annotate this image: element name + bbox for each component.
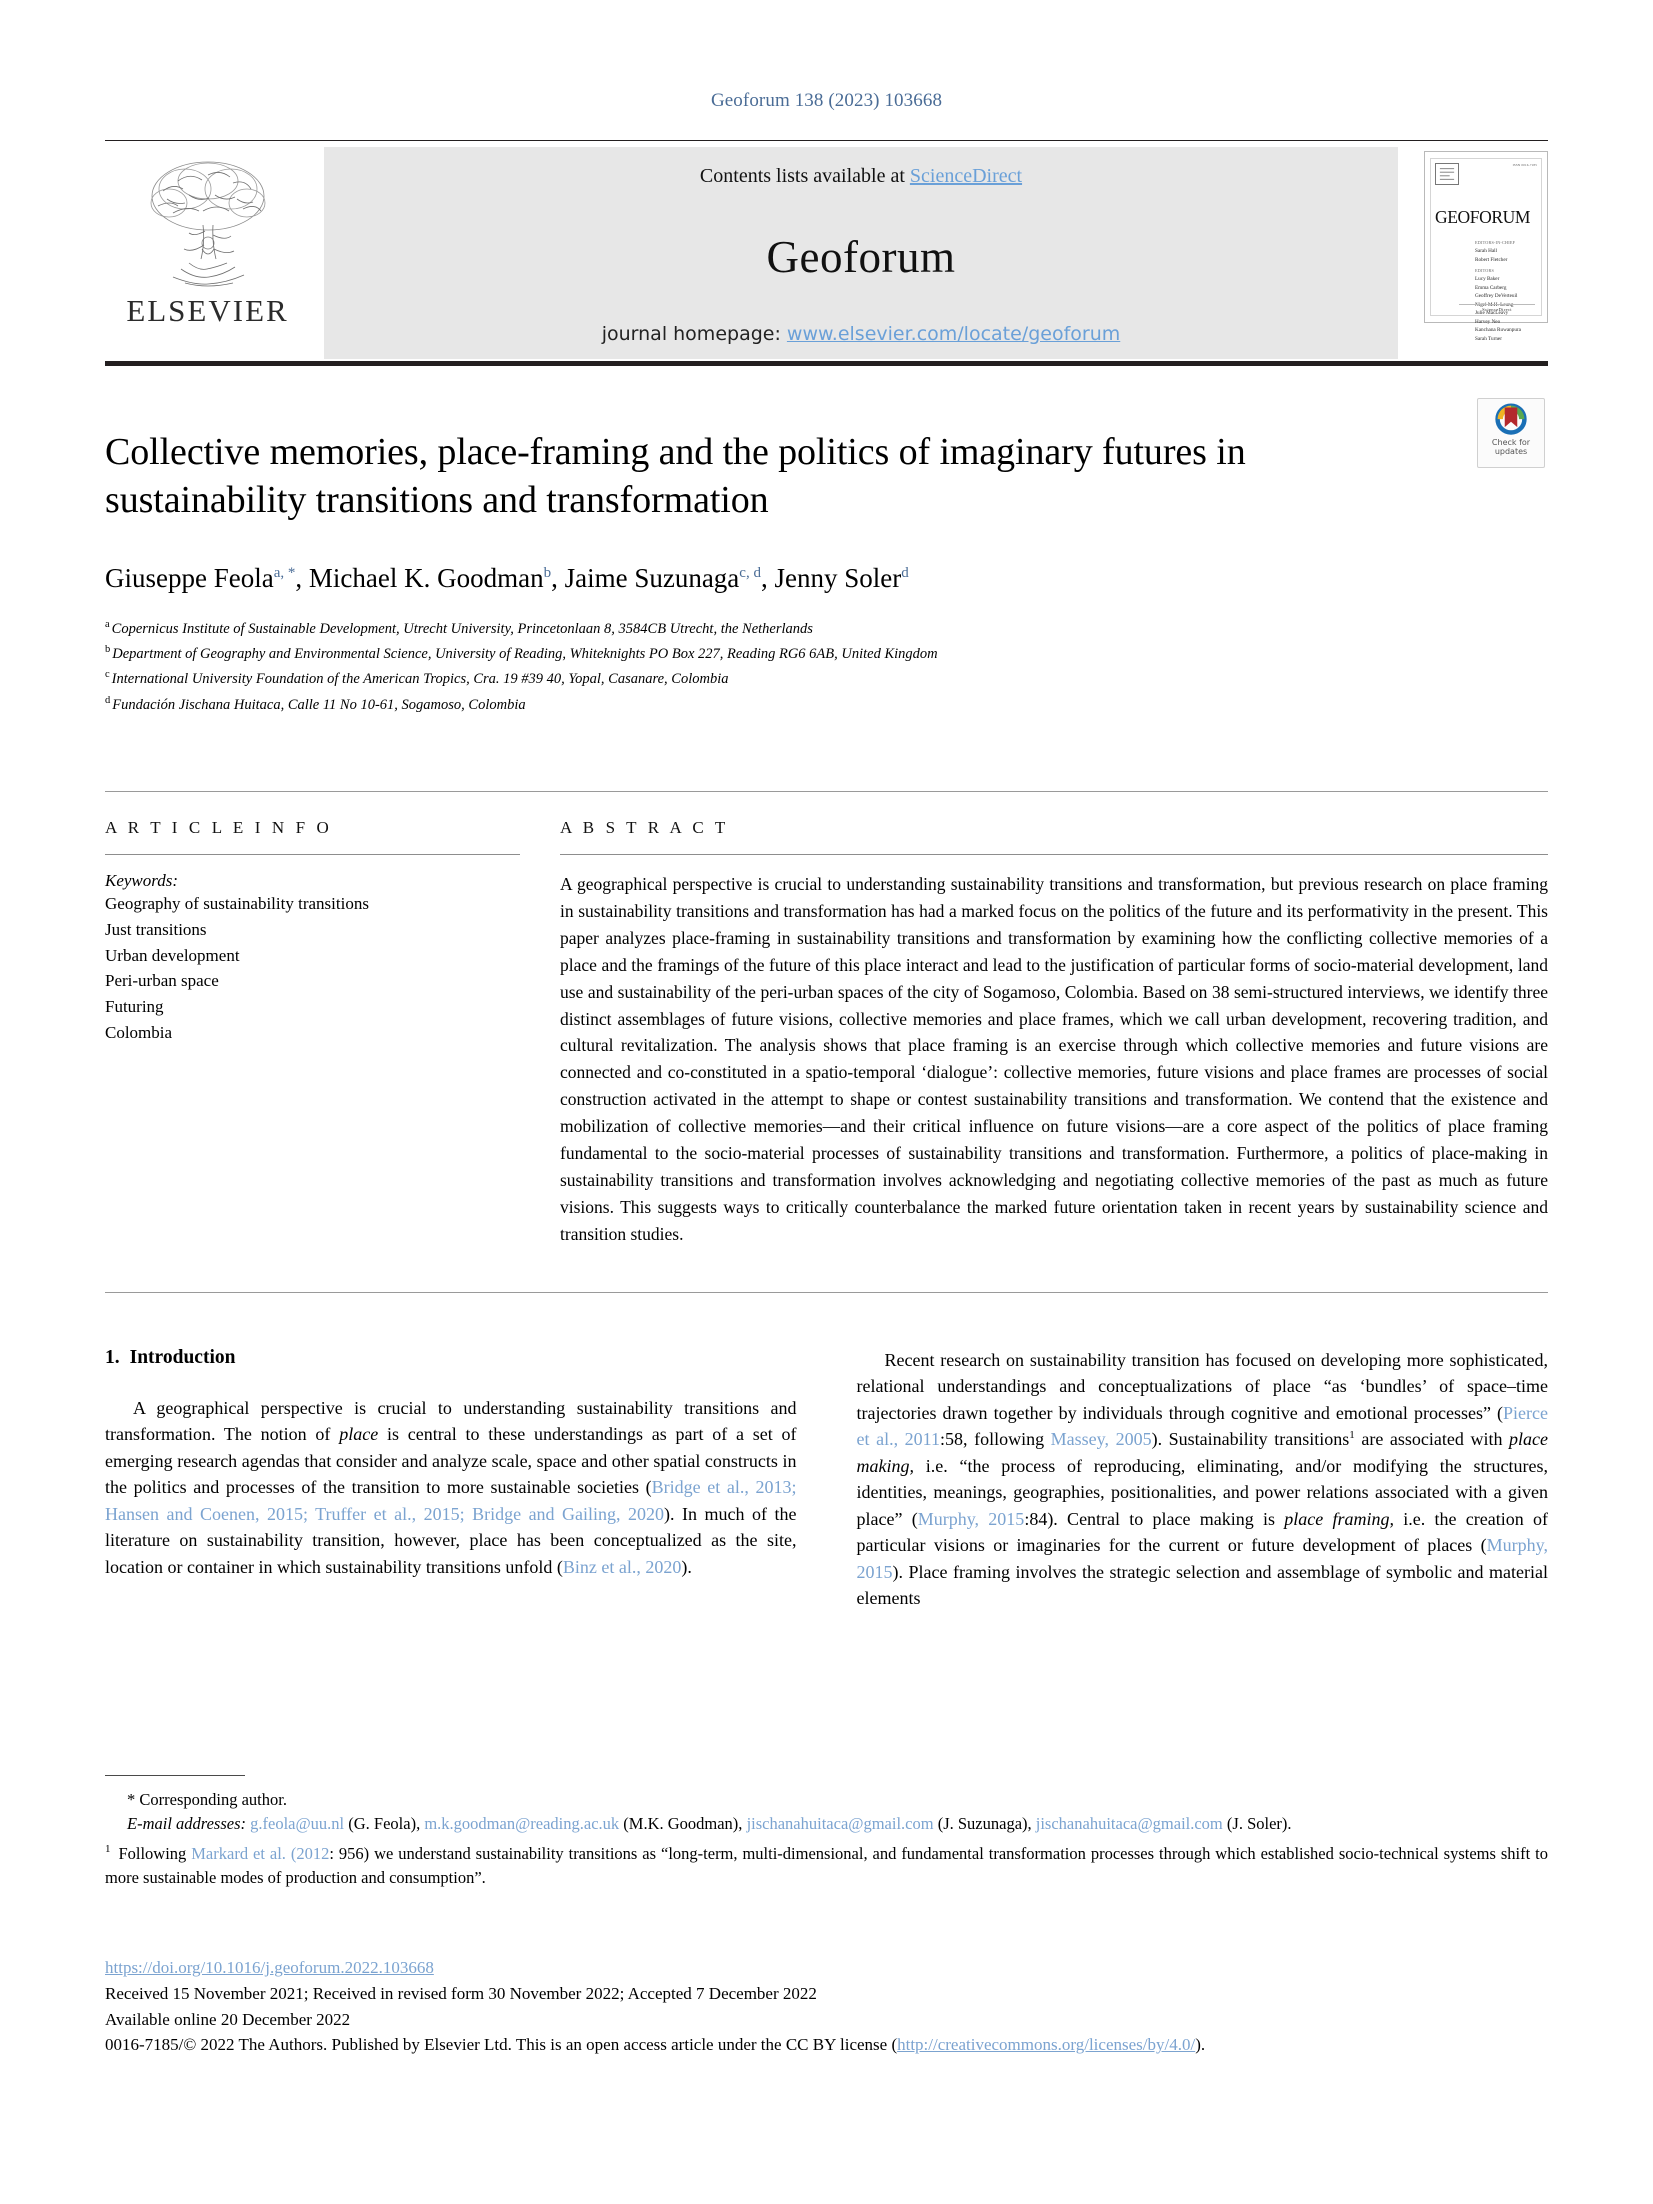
- cover-editor-7: Kanchana Ruwanpura: [1475, 327, 1521, 334]
- citation-link[interactable]: Massey, 2005: [1050, 1429, 1152, 1450]
- author-1-marks: a, *: [273, 564, 296, 581]
- email-addresses-note: [105, 1812, 1548, 1836]
- citation-link[interactable]: Murphy, 2015: [917, 1508, 1025, 1529]
- keywords-label: Keywords:: [105, 870, 179, 890]
- footnote-1-part1: Following: [113, 1843, 192, 1863]
- running-head: Geoforum 138 (2023) 103668: [710, 90, 943, 111]
- crossmark-icon: [1492, 403, 1530, 437]
- section-title: Introduction: [129, 1346, 236, 1368]
- colophon-block: [105, 1955, 1548, 2058]
- affiliation-a-mark: a: [105, 618, 110, 630]
- intro-r-part6: :84). Central to place making is: [1024, 1508, 1285, 1529]
- copyright-suffix: ).: [1195, 2035, 1206, 2055]
- affiliation-a-text: Copernicus Institute of Sustainable Development, Utrecht University, Princetonlaan 8, 3584CB Utrecht, the Netherlands: [111, 620, 813, 637]
- cc-license-link[interactable]: http://creativecommons.org/licenses/by/4.0/: [897, 2035, 1196, 2055]
- section-heading-introduction: [105, 1347, 797, 1369]
- email-link[interactable]: g.feola@uu.nl: [250, 1813, 345, 1833]
- elsevier-tree-icon: [133, 151, 283, 291]
- affiliation-c-text: International University Foundation of the American Tropics, Cra. 19 #39 40, Yopal, Casanare, Colombia: [111, 671, 729, 688]
- author-4-name: Jenny Soler: [774, 562, 902, 593]
- info-abstract-section: [105, 791, 1548, 1248]
- intro-l-part4: ).: [681, 1556, 692, 1577]
- contents-lists-line: [700, 165, 1022, 188]
- email-owner: (J. Soler).: [1222, 1813, 1292, 1833]
- corresponding-author-note: [105, 1788, 1548, 1812]
- keyword-item: Peri-urban space: [105, 971, 219, 991]
- affiliation-list: [105, 616, 1548, 717]
- keyword-item: Geography of sustainability transitions: [105, 893, 369, 913]
- email-link[interactable]: jischanahuitaca@gmail.com: [746, 1813, 934, 1833]
- intro-l-part1: A geographical perspective is crucial to understanding sustainability transitions and transformation. The notion of: [105, 1397, 797, 1445]
- author-1-name: Giuseppe Feola: [105, 562, 274, 593]
- intro-r-italic1: place making,: [856, 1429, 1549, 1476]
- cover-footer: [1459, 304, 1535, 312]
- journal-homepage-line: [602, 323, 1121, 345]
- cover-editor-6: Harvey Neo: [1475, 318, 1501, 325]
- cover-footer-text: ScienceDirect: [1482, 307, 1512, 312]
- author-2-marks: b: [543, 564, 552, 581]
- affiliation-d-text: Fundación Jischana Huitaca, Calle 11 No 10-61, Sogamoso, Colombia: [112, 696, 526, 713]
- cover-eic-label: EDITORS-IN-CHIEF: [1475, 240, 1516, 245]
- author-4-marks: d: [901, 564, 909, 581]
- body-column-right: [857, 1347, 1549, 1624]
- citation-link[interactable]: Bridge et al., 2013; Hansen and Coenen, 2015; Truffer et al., 2015; Bridge and Gailing, 2020: [105, 1477, 797, 1524]
- cover-editor-2: Emma Carberg: [1475, 284, 1507, 291]
- citation-link[interactable]: Binz et al., 2020: [562, 1556, 682, 1577]
- keyword-item: Urban development: [105, 945, 240, 965]
- keywords-list: [105, 891, 520, 1046]
- affiliation-c: [105, 666, 1548, 691]
- author-2-name: Michael K. Goodman: [308, 562, 544, 593]
- copyright-line: [105, 2032, 1548, 2058]
- abstract-heading: A B S T R A C T: [560, 817, 729, 837]
- cover-eic-2: Robert Fletcher: [1475, 256, 1508, 263]
- homepage-prefix: journal homepage:: [601, 323, 787, 345]
- cover-editor-3: Geoffrey DeVerteuil: [1475, 293, 1518, 300]
- affiliation-c-mark: c: [105, 669, 110, 681]
- intro-r-part4: are associated with: [1354, 1429, 1510, 1450]
- footnote-separator-rule: [105, 1775, 245, 1776]
- email-owner: (J. Suzunaga),: [933, 1813, 1036, 1833]
- intro-paragraph-right: [857, 1347, 1549, 1612]
- citation-link[interactable]: Murphy, 2015: [856, 1535, 1548, 1582]
- cover-footer-rule: [1459, 304, 1535, 305]
- corresponding-author-text: * Corresponding author.: [127, 1790, 287, 1809]
- available-online-line: Available online 20 December 2022: [105, 2009, 351, 2029]
- cover-elsevier-icon: [1435, 163, 1459, 185]
- article-info-rule: [105, 854, 520, 855]
- masthead-banner: [324, 147, 1398, 359]
- cover-eic-1: Sarah Hall: [1475, 247, 1498, 254]
- contents-prefix: Contents lists available at: [699, 165, 910, 187]
- received-line: Received 15 November 2021; Received in revised form 30 November 2022; Accepted 7 December 2022: [105, 1983, 817, 2003]
- journal-cover-inner: [1430, 158, 1542, 343]
- intro-r-italic2: place framing,: [1284, 1508, 1395, 1529]
- email-owner: (M.K. Goodman),: [619, 1813, 747, 1833]
- keyword-item: Just transitions: [105, 919, 207, 939]
- keyword-item: Colombia: [105, 1022, 173, 1042]
- affiliation-d: [105, 692, 1548, 717]
- article-info-heading: A R T I C L E I N F O: [105, 817, 333, 837]
- abstract-rule: [560, 854, 1548, 855]
- intro-l-italic1: place: [339, 1424, 379, 1445]
- doi-line: [105, 1955, 1548, 1981]
- doi-link[interactable]: https://doi.org/10.1016/j.geoforum.2022.103668: [105, 1958, 434, 1977]
- crossmark-badge[interactable]: [1477, 398, 1545, 468]
- keyword-item: Futuring: [105, 997, 164, 1017]
- masthead-top-rule: [105, 140, 1548, 141]
- journal-cover-thumbnail: [1424, 151, 1548, 343]
- footnote-1: [105, 1842, 1548, 1890]
- crossmark-line2: updates: [1494, 447, 1528, 457]
- abstract-bottom-rule: [105, 1292, 1548, 1293]
- intro-r-part3: ). Sustainability transitions: [1151, 1429, 1350, 1450]
- body-columns: [105, 1347, 1548, 1624]
- cover-header-row: [1435, 163, 1537, 185]
- footnote-1-mark: 1: [105, 1843, 111, 1856]
- journal-title: Geoforum: [766, 232, 956, 282]
- author-3-marks: c, d: [739, 564, 761, 581]
- footnote-marker[interactable]: 1: [1349, 1429, 1355, 1442]
- intro-r-part7: i.e. the creation of particular visions or imaginaries for the current or future development of places (: [856, 1508, 1548, 1556]
- cover-editor-8: Sarah Turner: [1475, 336, 1502, 343]
- email-owner: (G. Feola),: [344, 1813, 425, 1833]
- cover-editor-5: Julie MacLeavy: [1475, 310, 1509, 317]
- citation-link[interactable]: Markard et al. (2012: [191, 1843, 330, 1863]
- article-info-column: [105, 818, 560, 1248]
- masthead-bottom-rule: [105, 361, 1548, 366]
- affiliation-b-text: Department of Geography and Environmental Science, University of Reading, Whiteknights PO Box 227, Reading RG6 6AB, United Kingdom: [112, 645, 938, 662]
- email-link[interactable]: m.k.goodman@reading.ac.uk: [424, 1813, 620, 1833]
- author-3-name: Jaime Suzunaga: [564, 562, 740, 593]
- intro-l-part3: ). In much of the literature on sustainability transition, however, place has been conceptualized as the site, location or container in which sustainability transitions unfold (: [105, 1503, 797, 1577]
- intro-r-part1: Recent research on sustainability transition has focused on developing more sophisticated, relational understandings and conceptualizations of place “as ‘bundles’ of space–time trajectories drawn together by individuals through cognitive and emotional processes” (: [856, 1349, 1548, 1423]
- affiliation-a: [105, 616, 1548, 641]
- journal-homepage-link[interactable]: www.elsevier.com/locate/geoforum: [786, 323, 1121, 345]
- section-number: 1.: [105, 1346, 120, 1368]
- intro-r-part8: ). Place framing involves the strategic selection and assemblage of symbolic and material elements: [856, 1561, 1548, 1609]
- journal-masthead: [105, 147, 1548, 359]
- footnotes-block: [105, 1775, 1548, 1890]
- intro-r-part5: i.e. “the process of reproducing, eliminating, and/or modifying the structures, identities, meanings, geographies, positionalities, and power relations associated with a given place” (: [856, 1455, 1548, 1529]
- citation-link[interactable]: Pierce et al., 2011: [856, 1402, 1548, 1450]
- abstract-text: A geographical perspective is crucial to understanding sustainability transitions and transformation, but previous research on place framing in sustainability transitions and transformation has had a marked focus on the politics of the future and its performativity in the present. This paper analyzes place-framing in sustainability transitions and transformation by examining how the conflicting collective memories of a place and the framings of the future of this place interact and lead to the justification of particular forms of socio-material development, land use and sustainability of the peri-urban spaces of the city of Sogamoso, Colombia. Based on 38 semi-structured interviews, we identify three distinct assemblages of future visions, collective memories and place frames, which we call urban development, recovering tradition, and cultural revitalization. The analysis shows that place framing is an exercise through which collective memories and future visions are connected and co-constituted in a spatio-temporal ‘dialogue’: collective memories, future visions and place frames are processes of social construction activated in the attempt to shape or contest sustainability transitions and transformation. We contend that the existence and mobilization of collective memories—and their critical influence on future visions—are a core aspect of the politics of place framing fundamental to the socio-material processes of sustainability transitions and transformation. Furthermore, a politics of place-making in sustainability transitions and transformation involves acknowledging and negotiating collective memories of the past as much as future visions. This suggests ways to critically counterbalance the marked future orientation taken in recent years by sustainability science and transition studies.: [560, 873, 1548, 1245]
- cover-editors-block: [1475, 240, 1537, 344]
- cover-editor-4: Nigel M.H. Leung: [1475, 301, 1514, 308]
- abstract-column: [560, 818, 1548, 1248]
- intro-l-part2: is central to these understandings as part of a set of emerging research agendas that consider and analyze scale, space and other spatial constructs in the politics and processes of the transition to more sustainable societies (: [105, 1424, 797, 1498]
- affiliation-b-mark: b: [105, 643, 111, 655]
- copyright-prefix: 0016-7185/© 2022 The Authors. Published by Elsevier Ltd. This is an open access article under the CC BY license (: [105, 2035, 898, 2055]
- affiliation-b: [105, 641, 1548, 666]
- footnote-1-part2: : 956) we understand sustainability transitions as “long-term, multi-dimensional, and fundamental transformation processes through which established socio-technical systems shift to more sustainable modes of production and consumption”.: [105, 1843, 1548, 1887]
- cover-editor-1: Lucy Baker: [1475, 276, 1500, 282]
- author-list: Giuseppe Feola$^{a, *}$, Michael K. Goodman$^b$, Jaime Suzunaga$^{c, d}$, Jenny Soler$^d$: [105, 562, 909, 593]
- sciencedirect-link[interactable]: ScienceDirect: [909, 165, 1023, 187]
- elsevier-wordmark: ELSEVIER: [126, 293, 289, 328]
- email-link[interactable]: jischanahuitaca@gmail.com: [1035, 1813, 1223, 1833]
- email-addresses-label: E-mail addresses:: [127, 1813, 246, 1833]
- crossmark-label: [1492, 438, 1530, 456]
- article-title: Collective memories, place-framing and the politics of imaginary futures in sustainability transitions and transformation: [105, 431, 1246, 522]
- body-column-left: [105, 1347, 797, 1624]
- elsevier-logo: [105, 147, 310, 359]
- cover-issn: ISSN 0016-7185: [1512, 163, 1537, 167]
- affiliation-d-mark: d: [105, 694, 111, 706]
- crossmark-line1: Check for: [1491, 438, 1531, 447]
- intro-paragraph-left: [105, 1395, 797, 1580]
- cover-journal-title: GEOFORUM: [1435, 207, 1531, 227]
- cover-editors-label: EDITORS: [1475, 268, 1495, 274]
- intro-r-part2: :58, following: [939, 1429, 1051, 1450]
